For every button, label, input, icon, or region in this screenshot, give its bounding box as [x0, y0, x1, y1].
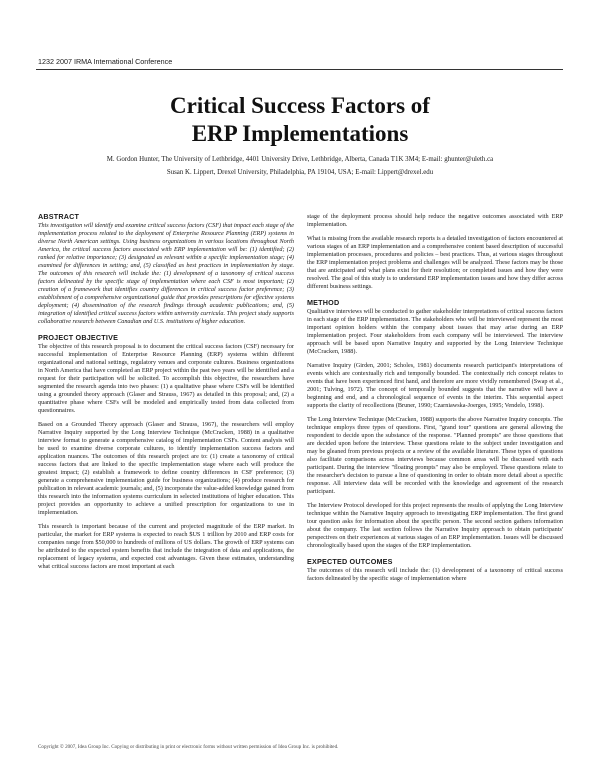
- running-head: 1232 2007 IRMA International Conference: [38, 57, 173, 66]
- method-paragraph: Qualitative interviews will be conducted to gather stakeholder interpretations of critical success factors in each stage of the ERP implementation. The stakeholders who will be interviewed represent the most important opinion holders within the company about issues that may arise during an ERP implementation project. Four stakeholders from each company will be interviewed. The interview approach will be based upon Narrative Inquiry and supported by the Long Interview Technique (McCracken, 1988).: [307, 308, 563, 355]
- abstract-heading: ABSTRACT: [38, 212, 80, 221]
- outcomes-paragraph: The outcomes of this research will include the: (1) development of a taxonomy of critical success factors delineated by the specific stage of implementation where: [307, 567, 563, 582]
- method-heading: METHOD: [307, 298, 340, 307]
- method-paragraph: Narrative Inquiry (Girden, 2001; Scholes, 1981) documents research participant's interpretations of events which are contextually rich and temporally bounded. The contextually rich concept relates to events that have been experienced first hand, and therefore are more vividly remembered (Swap et al., 2001; Tulving, 1972). The concept of temporally bounded suggests that the narrative will have a beginning and end, and a chronological sequence of events in the interim. This sequential aspect supports the clarity of recollections (Bruner, 1990; Czarniawska-Joerges, 1995; Vendelo, 1998).: [307, 362, 563, 409]
- title-line-1: Critical Success Factors of: [170, 93, 430, 118]
- author-line-1: M. Gordon Hunter, The University of Lethbridge, 4401 University Drive, Lethbridge, Alberta, Canada T1K 3M4; E-mail: ghunter@uleth.ca: [106, 156, 494, 163]
- abstract-text: This investigation will identify and examine critical success factors (CSF) that impact each stage of the implementation process related to the deployment of Enterprise Resource Planning (ERP) systems in diverse North American settings. Using business organizations in various locations throughout North America, the critical success factors associated with ERP implementation will be: (1) identified; (2) ranked for relative importance; (3) designated as relevant within a specific implementation stage; (4) examined for differences in setting; and, (5) classified as best practices in implementation by stage. The outcomes of this research will include the: (1) development of a taxonomy of critical success factors delineated by the specific stage of implementation where each CSF is most important; (2) creation of a framework that identifies country differences in critical success factor preference; (3) establishment of a comprehensive organizational guide that provides prescriptions for effective systems deployment; (4) dissemination of the research findings through academic publications; and, (5) integration of identified critical success factors within university curricula. This project study supports collaborative research between Canadian and U.S. institutions of higher education.: [38, 222, 294, 325]
- objective-paragraph: This research is important because of the current and projected magnitude of the ERP market. In particular, the market for ERP systems is expected to reach $US 1 trillion by 2010 and ERP costs for companies range from $50,000 to hundreds of millions of US dollars. The growth of ERP systems can be attributed to the expected system benefits that include the integration of data and applications, the replacement of legacy systems, and expected cost advantages. Given these estimates, understanding what critical success factors are most important at each: [38, 523, 294, 570]
- paper-title: [0, 92, 600, 148]
- header-rule: [36, 69, 563, 70]
- left-column: [38, 213, 294, 577]
- objective-paragraph: The objective of this research proposal is to document the critical success factors (CSF) necessary for successful implementation of Enterprise Resource Planning (ERP) systems within different organizational and national settings, regulatory venues and corporate cultures. Business organizations in North America that have completed an ERP project within the past two years will be identified and a request for their participation will be solicited. To accomplish this objective, the researchers have segmented the research agenda into two phases: (1) a qualitative phase where CSFs will be identified using a grounded theory approach (Glaser and Strauss, 1967) as detailed in this proposal; and, (2) a quantitative phase where CSFs will be modeled and empirically tested from data collected from questionnaires.: [38, 343, 294, 414]
- title-line-2: ERP Implementations: [191, 121, 409, 146]
- intro-continuation-paragraph: What is missing from the available research reports is a detailed investigation of factors encountered at various stages of an ERP implementation and a comprehensive content based description of successful implementation processes, procedures and policies – best practices. Thus, at various stages throughout the ERP implementation project problems and challenges will be analyzed. These factors may be those that are anticipated and what plans exist for their resolution; or completed issues and how they were resolved. The goal of this study is to understand ERP implementation issues and how they differ across different business settings.: [307, 235, 563, 290]
- intro-continuation-paragraph: stage of the deployment process should help reduce the negative outcomes associated with ERP implementation.: [307, 213, 563, 228]
- author-line-2: Susan K. Lippert, Drexel University, Philadelphia, PA 19104, USA; E-mail: Lippert@drexel.edu: [166, 169, 434, 176]
- right-column: [307, 213, 563, 589]
- expected-outcomes-heading: EXPECTED OUTCOMES: [307, 557, 393, 566]
- objective-paragraph: Based on a Grounded Theory approach (Glaser and Strauss, 1967), the researchers will employ Narrative Inquiry supported by the Long Interview Technique (McCracken, 1988) in a qualitative interview format to generate a comprehensive catalog of implementation CSFs. Content analysis will be used to examine diverse corporate cultures, to identify implementation success factors and application nuances. The outcomes of this research project are to: (1) create a taxonomy of critical success factors that are linked to the specific implementation stage where each will produce the greatest impact; (2) establish a framework to define country differences in CSF preference; (3) generate a comprehensive implementation guide for business organizations; (4) produce research for publication in relevant academic journals; and, (5) incorporate the value-added knowledge gained from this research into the information systems curriculum in selected institutions of higher education. This project provides an opportunity to achieve a unified prescription for organizations to use in implementation.: [38, 421, 294, 516]
- method-paragraph: The Interview Protocol developed for this project represents the results of applying the Long Interview technique within the Narrative Inquiry approach to investigating ERP implementation. The first grand tour question asks for information about the specific person. The second section gathers information about the company. The last section follows the Narrative Inquiry approach to obtain participants' perspectives on their experiences at various stages of an ERP implementation. Issues will be discussed chronologically based upon the stages of the ERP implementation.: [307, 502, 563, 549]
- copyright-notice: Copyright © 2007, Idea Group Inc. Copying or distributing in print or electronic forms without written permission of Idea Group Inc. is prohibited.: [38, 744, 339, 750]
- method-paragraph: The Long Interview Technique (McCracken, 1988) supports the above Narrative Inquiry concepts. The technique employs three types of questions. First, "grand tour" questions are general allowing the respondent to decide upon the substance of the response. "Planned prompts" are those questions that are decided upon before the interview. These questions relate to the subject under investigation and may be gleaned from previous projects or a review of the available literature. These types of questions also facilitate comparisons across interviews because common areas will be discussed with each participant. During the interview "floating prompts" may also be employed. These questions relate to the researcher's decision to pursue a line of questioning in order to obtain more detail about a specific response. All interview data will be recorded with the knowledge and agreement of the research participant.: [307, 416, 563, 495]
- author-block: [0, 153, 600, 179]
- project-objective-heading: PROJECT OBJECTIVE: [38, 333, 119, 342]
